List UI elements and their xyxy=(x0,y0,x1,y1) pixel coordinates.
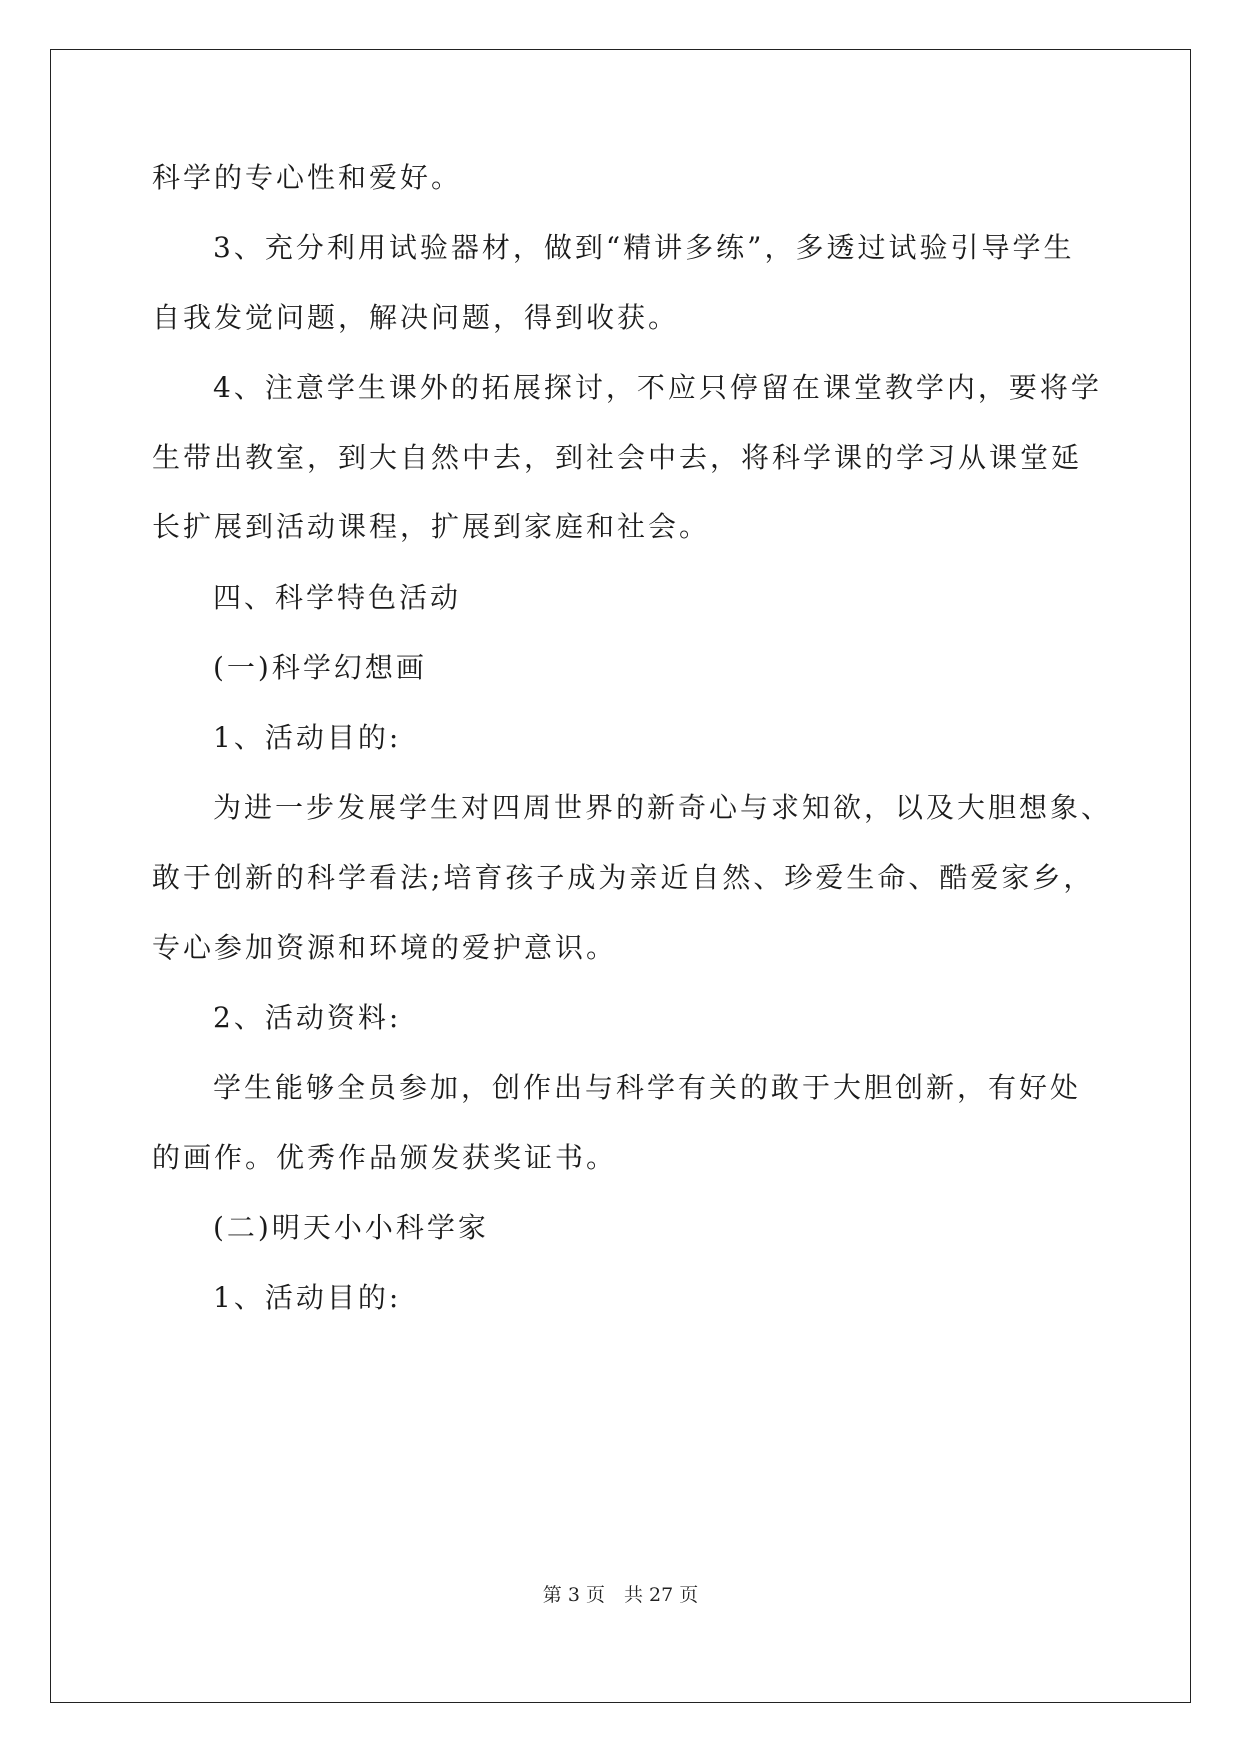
body-line-3: 自我发觉问题，解决问题，得到收获。 xyxy=(152,301,680,334)
body-line-4: 4、注意学生课外的拓展探讨，不应只停留在课堂教学内，要将学 xyxy=(213,371,1102,404)
subsection-heading-2: (二)明天小小科学家 xyxy=(213,1211,489,1244)
item-heading-purpose-1: 1、活动目的: xyxy=(213,721,402,754)
body-line-1: 科学的专心性和爱好。 xyxy=(152,161,463,194)
body-line-12: 专心参加资源和环境的爱护意识。 xyxy=(152,931,618,964)
body-line-5: 生带出教室，到大自然中去，到社会中去，将科学课的学习从课堂延 xyxy=(152,441,1083,474)
body-line-6: 长扩展到活动课程，扩展到家庭和社会。 xyxy=(152,510,711,543)
item-heading-purpose-2: 1、活动目的: xyxy=(213,1281,402,1314)
section-heading: 四、科学特色活动 xyxy=(213,581,462,614)
subsection-heading-1: (一)科学幻想画 xyxy=(213,651,427,684)
body-line-15: 的画作。优秀作品颁发获奖证书。 xyxy=(152,1141,618,1174)
body-line-2: 3、充分利用试验器材，做到“精讲多练”，多透过试验引导学生 xyxy=(213,231,1075,264)
item-heading-materials: 2、活动资料: xyxy=(213,1001,402,1034)
body-line-10: 为进一步发展学生对四周世界的新奇心与求知欲，以及大胆想象、 xyxy=(213,791,1113,824)
body-line-14: 学生能够全员参加，创作出与科学有关的敢于大胆创新，有好处 xyxy=(213,1071,1082,1104)
page-footer: 第 3 页 共 27 页 xyxy=(542,1584,699,1606)
body-line-11: 敢于创新的科学看法;培育孩子成为亲近自然、珍爱生命、酷爱家乡， xyxy=(152,861,1095,894)
